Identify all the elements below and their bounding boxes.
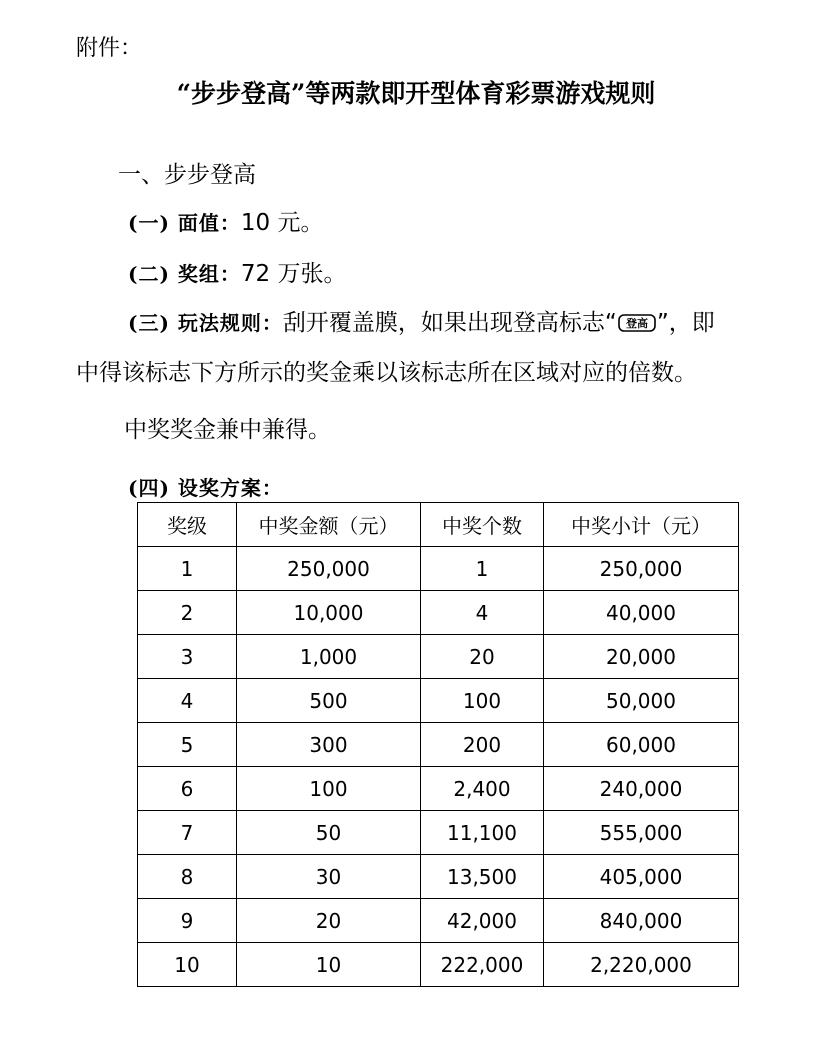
cell-prize-amount: 10,000	[237, 591, 421, 635]
play-rules-label: (三) 玩法规则：	[128, 311, 283, 335]
table-row	[138, 943, 739, 987]
cell-prize-level: 8	[138, 855, 237, 899]
cell-prize-amount: 10	[237, 943, 421, 987]
cell-prize-amount: 300	[237, 723, 421, 767]
prize-group-label: (二) 奖组：	[128, 262, 241, 286]
cell-prize-level: 3	[138, 635, 237, 679]
cell-prize-level: 9	[138, 899, 237, 943]
table-row	[138, 679, 739, 723]
cell-winner-count: 100	[421, 679, 544, 723]
cell-prize-amount: 100	[237, 767, 421, 811]
cell-prize-level: 7	[138, 811, 237, 855]
cell-prize-level: 2	[138, 591, 237, 635]
cell-winner-count: 4	[421, 591, 544, 635]
section-heading: 一、步步登高	[118, 162, 256, 188]
play-rules-text-end: ”，即	[656, 310, 715, 336]
table-row	[138, 547, 739, 591]
cell-winner-count: 1	[421, 547, 544, 591]
prize-group-line	[128, 255, 346, 288]
play-rules-continuation: 中得该标志下方所示的奖金乘以该标志所在区域对应的倍数。	[76, 360, 697, 386]
cell-winner-count: 11,100	[421, 811, 544, 855]
cell-winner-count: 13,500	[421, 855, 544, 899]
cell-prize-subtotal: 60,000	[544, 723, 739, 767]
cell-prize-amount: 250,000	[237, 547, 421, 591]
cell-winner-count: 200	[421, 723, 544, 767]
dengao-mark-text: 登高	[625, 317, 648, 330]
table-row	[138, 899, 739, 943]
face-value-text: 10 元。	[240, 210, 324, 236]
table-row	[138, 855, 739, 899]
cell-prize-subtotal: 2,220,000	[544, 943, 739, 987]
cell-prize-amount: 1,000	[237, 635, 421, 679]
table-row	[138, 811, 739, 855]
cell-prize-subtotal: 250,000	[544, 547, 739, 591]
header-winner-count: 中奖个数	[421, 503, 544, 547]
play-rules-line	[128, 304, 715, 337]
cell-prize-level: 4	[138, 679, 237, 723]
cell-prize-amount: 50	[237, 811, 421, 855]
cell-prize-subtotal: 405,000	[544, 855, 739, 899]
prize-plan-label-text: (四) 设奖方案：	[128, 476, 283, 500]
face-value-line	[128, 204, 323, 237]
document-title: “步步登高”等两款即开型体育彩票游戏规则	[176, 79, 656, 108]
prize-group-text: 72 万张。	[240, 261, 347, 287]
cell-winner-count: 2,400	[421, 767, 544, 811]
header-prize-level: 奖级	[138, 503, 237, 547]
cell-prize-subtotal: 840,000	[544, 899, 739, 943]
concurrent-note: 中奖奖金兼中兼得。	[124, 417, 331, 443]
cell-prize-amount: 30	[237, 855, 421, 899]
table-header-row	[138, 503, 739, 547]
prize-table	[137, 502, 739, 987]
dengao-mark-icon	[617, 310, 657, 334]
table-row	[138, 635, 739, 679]
header-prize-amount: 中奖金额（元）	[237, 503, 421, 547]
table-row	[138, 767, 739, 811]
cell-prize-subtotal: 20,000	[544, 635, 739, 679]
table-row	[138, 591, 739, 635]
cell-prize-level: 6	[138, 767, 237, 811]
cell-prize-subtotal: 40,000	[544, 591, 739, 635]
cell-prize-subtotal: 555,000	[544, 811, 739, 855]
cell-winner-count: 20	[421, 635, 544, 679]
cell-winner-count: 222,000	[421, 943, 544, 987]
cell-prize-level: 10	[138, 943, 237, 987]
prize-plan-label	[128, 472, 283, 501]
header-prize-subtotal: 中奖小计（元）	[544, 503, 739, 547]
cell-winner-count: 42,000	[421, 899, 544, 943]
attachment-label: 附件：	[76, 36, 143, 61]
cell-prize-subtotal: 240,000	[544, 767, 739, 811]
table-row	[138, 723, 739, 767]
face-value-label: (一) 面值：	[128, 211, 241, 235]
cell-prize-amount: 500	[237, 679, 421, 723]
cell-prize-subtotal: 50,000	[544, 679, 739, 723]
play-rules-text: 刮开覆盖膜，如果出现登高标志“	[282, 310, 617, 336]
cell-prize-amount: 20	[237, 899, 421, 943]
cell-prize-level: 1	[138, 547, 237, 591]
cell-prize-level: 5	[138, 723, 237, 767]
